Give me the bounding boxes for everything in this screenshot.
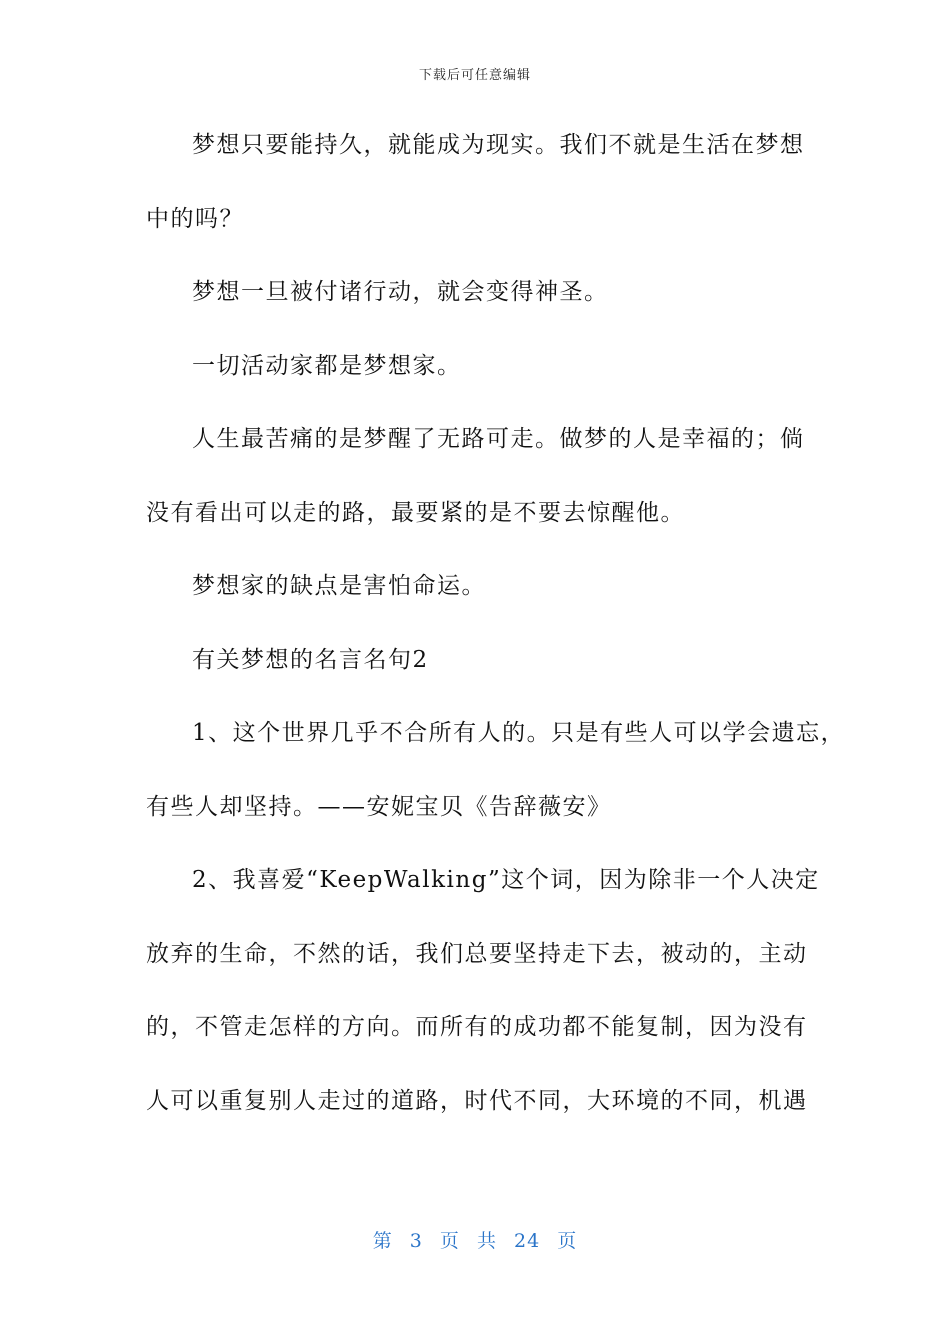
paragraph-line: 有些人却坚持。——安妮宝贝《告辞薇安》: [146, 793, 612, 820]
paragraph-line: 人可以重复别人走过的道路，时代不同，大环境的不同，机遇: [146, 1087, 808, 1114]
document-body: [146, 122, 846, 1151]
paragraph-line: 梦想一旦被付诸行动，就会变得神圣。: [192, 279, 609, 305]
paragraph-line: 放弃的生命，不然的话，我们总要坚持走下去，被动的，主动: [146, 940, 808, 967]
paragraph-line: 2、我喜爱“KeepWalking”这个词，因为除非一个人决定: [192, 867, 820, 893]
paragraph-line: 人生最苦痛的是梦醒了无路可走。做梦的人是幸福的；倘: [192, 426, 805, 452]
total-page-count: 24: [514, 1230, 541, 1252]
current-page-number: 3: [409, 1230, 423, 1252]
footer-total-label: 共: [476, 1230, 497, 1252]
footer-suffix: 页: [557, 1230, 578, 1252]
footer-prefix: 第: [372, 1230, 393, 1252]
paragraph-line: 梦想家的缺点是害怕命运。: [192, 573, 486, 599]
paragraph-line: 1、这个世界几乎不合所有人的。只是有些人可以学会遗忘，: [192, 720, 846, 746]
page-footer: [0, 1226, 950, 1253]
page-header: 下载后可任意编辑: [418, 68, 531, 83]
paragraph-line: 梦想只要能持久，就能成为现实。我们不就是生活在梦想: [192, 132, 805, 158]
paragraph-line: 没有看出可以走的路，最要紧的是不要去惊醒他。: [146, 499, 685, 526]
paragraph-line: 一切活动家都是梦想家。: [192, 352, 462, 379]
paragraph-line: 中的吗？: [146, 205, 244, 232]
footer-page-label: 页: [439, 1230, 460, 1252]
section-heading: 有关梦想的名言名句2: [192, 646, 429, 673]
paragraph-line: 的，不管走怎样的方向。而所有的成功都不能复制，因为没有: [146, 1014, 808, 1040]
